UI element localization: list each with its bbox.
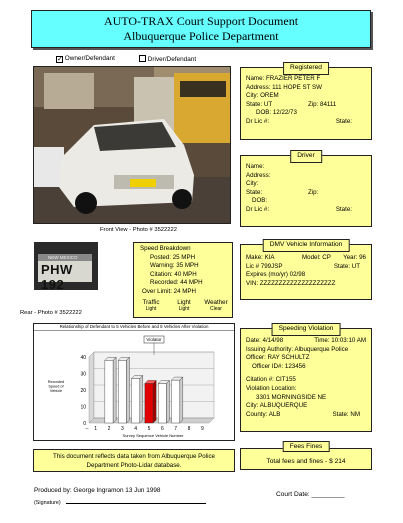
chart-bar: [145, 383, 153, 423]
owner-checkbox-row[interactable]: [56, 55, 115, 63]
chart-bar-side: [153, 380, 156, 423]
driver-address: Address:: [246, 171, 271, 179]
weather-label: Weather: [204, 298, 228, 306]
registered-dob: DOB: 12/22/73: [256, 109, 297, 117]
driver-dl: Dr Lic #:: [246, 205, 270, 213]
dmv-lic-row: [246, 263, 366, 272]
registered-zip: Zip: 84111: [308, 100, 337, 108]
y-tick-label: 30: [80, 371, 86, 378]
violation-city: City: ALBUQUERQUE: [246, 402, 308, 410]
traffic-label: Traffic: [142, 298, 160, 306]
dmv-make: Make: KIA: [246, 254, 275, 261]
registered-dl-state: State:: [335, 117, 352, 125]
violation-location: 3301 MORNINGSIDE NE: [256, 393, 327, 401]
x-tick-label: 2: [107, 426, 111, 432]
driver-state-zip-row: [246, 189, 366, 198]
speed-posted: Posted: 25 MPH: [150, 253, 196, 261]
speed-warning: Warning: 35 MPH: [150, 262, 199, 270]
x-tick-label: 7: [174, 426, 178, 432]
violation-header: Speeding Violation: [272, 323, 341, 336]
registered-header: Registered: [283, 62, 329, 75]
rear-photo: [34, 242, 98, 290]
dmv-make-row: [246, 254, 366, 263]
fees-header: Fees Fines: [283, 441, 330, 452]
registered-dl: Dr Lic #:: [246, 117, 270, 125]
court-date[interactable]: Court Date: _________: [276, 491, 345, 498]
driver-panel: [240, 152, 372, 227]
speed-recorded: Recorded: 44 MPH: [150, 279, 203, 287]
x-tick-label: 1: [94, 426, 98, 432]
speed-breakdown-title: Speed Breakdown: [140, 245, 191, 252]
y-axis-label: Vehicle: [49, 389, 63, 393]
violation-state: State: NM: [332, 410, 360, 418]
driver-city: City:: [246, 180, 259, 188]
driver-zip: Zip:: [308, 188, 319, 196]
y-tick-label: 10: [80, 404, 86, 411]
violation-agency: Issuing Authority: Albuquerque Police: [246, 345, 349, 353]
title-line-2: Albuquerque Police Department: [123, 29, 279, 43]
violation-date: Date: 4/14/98: [246, 337, 284, 344]
violation-county-row: [246, 411, 366, 420]
chart-bar-side: [180, 377, 183, 423]
registered-address: Address: 111 HOPE ST SW: [246, 83, 322, 91]
signature-label: (Signature): [34, 500, 61, 506]
rear-plate-state: NEW MEXICO: [48, 255, 78, 260]
registered-dl-row: [246, 118, 366, 127]
y-tick-label: 0: [83, 421, 86, 427]
chart-legend-label: Violator: [146, 337, 162, 343]
owner-checkbox-label: Owner/Defendant: [64, 55, 115, 62]
driver-state: State:: [246, 188, 263, 196]
y-tick-label: 40: [80, 355, 86, 361]
driver-dob: DOB:: [252, 197, 268, 205]
dmv-state: State: UT: [333, 262, 360, 270]
front-photo-image: [34, 67, 231, 224]
registered-city: City: OREM: [246, 92, 279, 100]
violation-time: Time: 10:03:10 AM: [314, 337, 366, 344]
registered-panel: [240, 64, 372, 140]
chart-side-wall: [89, 352, 94, 423]
fees-total: Total fees and fines - $ 214: [266, 458, 346, 465]
chart-bar-side: [166, 380, 169, 423]
driver-checkbox-row[interactable]: [139, 55, 196, 63]
dmv-header: DMV Vehicle Information: [263, 239, 350, 252]
y-axis-label: Speed of: [48, 384, 64, 389]
violation-citation: Citation #: CIT155: [246, 376, 296, 384]
conditions-row: [138, 299, 228, 313]
speed-over-limit: Over Limit: 24 MPH: [142, 287, 196, 295]
y-tick-label: 20: [80, 388, 86, 394]
registered-state: State: UT: [246, 100, 273, 108]
title-line-1: AUTO-TRAX Court Support Document: [103, 14, 299, 28]
dmv-lic: Lic # 799JSP: [246, 262, 283, 270]
chart-bar-side: [140, 375, 143, 423]
front-photo-caption: Front View - Photo # 3522222: [100, 227, 177, 233]
x-tick-dash: –: [85, 426, 89, 432]
dmv-panel: [240, 241, 372, 300]
speed-chart: [34, 331, 234, 441]
x-tick-label: 8: [187, 426, 191, 432]
chart-panel: [33, 323, 235, 441]
chart-bar: [105, 360, 113, 423]
signature-line: [34, 500, 206, 506]
driver-header: Driver: [290, 150, 322, 163]
registered-state-zip-row: [246, 101, 366, 110]
produced-by: Produced by: George Ingramon 13 Jun 1998: [34, 487, 161, 494]
registered-name: Name: FRAZIER PETER F: [246, 75, 321, 82]
violation-panel: [240, 325, 372, 432]
rear-photo-caption: Rear - Photo # 3522222: [20, 310, 82, 316]
fees-panel: [240, 443, 372, 470]
dmv-vin: VIN: ZZZZZZZZZZZZZZZZZZZZ: [246, 279, 336, 287]
dmv-model: Model: CP: [302, 254, 331, 261]
chart-bar-side: [126, 357, 129, 423]
chart-bar: [118, 360, 126, 423]
chart-bar-side: [113, 357, 116, 423]
chart-bar: [158, 383, 166, 423]
x-axis-label: Survey Sequence Vehicle Number: [122, 433, 184, 438]
traffic-value: Light: [145, 306, 157, 313]
front-photo: [33, 66, 231, 224]
dmv-year: Year: 96: [343, 254, 366, 261]
violation-officer: Officer: RAY SCHULTZ: [246, 354, 310, 362]
speed-citation: Citation: 40 MPH: [150, 270, 197, 278]
light-label: Light: [177, 298, 191, 306]
title-banner: [31, 10, 371, 48]
x-tick-label: 3: [120, 426, 124, 432]
light-value: Light: [178, 306, 190, 313]
footer-note: This document reflects data taken from Albuquerque Police Department Photo-Lidar database.: [33, 449, 235, 472]
driver-dl-row: [246, 206, 366, 215]
x-tick-label: 5: [147, 426, 151, 432]
x-tick-label: 4: [134, 426, 138, 432]
violation-county: County: ALB: [246, 410, 281, 418]
dmv-expires: Expires (mo/yr) 02/98: [246, 271, 306, 279]
violation-officer-id: Officer ID#: 123456: [252, 362, 306, 370]
chart-bar: [172, 380, 180, 423]
driver-name: Name:: [246, 163, 265, 170]
violation-date-row: [246, 337, 366, 346]
rear-plate-number: PHW 192: [41, 262, 73, 290]
violation-location-label: Violation Location:: [246, 384, 297, 392]
owner-checkbox[interactable]: ✓: [57, 56, 63, 63]
x-tick-label: 6: [160, 426, 164, 432]
y-axis-label: Recorded: [47, 380, 65, 384]
speed-breakdown-panel: [133, 242, 233, 318]
x-tick-label: 9: [200, 426, 204, 432]
driver-checkbox[interactable]: [139, 55, 146, 62]
driver-checkbox-label: Driver/Defendant: [147, 56, 197, 63]
chart-bar: [132, 378, 140, 423]
driver-dl-state: State:: [335, 205, 352, 213]
weather-value: Clear: [210, 306, 222, 313]
chart-caption: Relationship of Defendant to 5 Vehicles Before and 5 Vehicles After Violation: [34, 324, 234, 331]
